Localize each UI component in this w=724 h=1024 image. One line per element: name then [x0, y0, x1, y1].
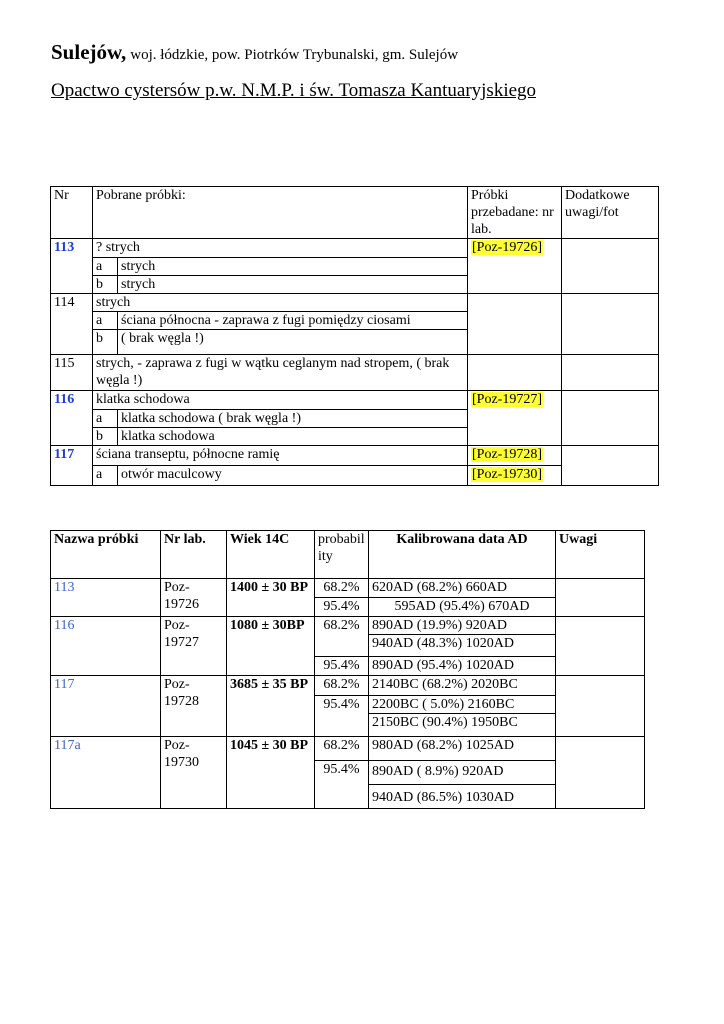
- table-row: [51, 446, 659, 466]
- age-14c: 3685 ± 35 BP: [227, 676, 315, 737]
- sample-nr: 116: [51, 391, 93, 446]
- calibrated-date: 890AD (95.4%) 1020AD: [369, 657, 556, 676]
- probability: 95.4%: [315, 657, 369, 676]
- sub-desc: ( brak węgla !): [118, 330, 468, 355]
- probability: 95.4%: [315, 598, 369, 617]
- sub-label: b: [93, 330, 118, 355]
- header-nr: Nr: [51, 187, 93, 239]
- header-probki: Próbki przebadane: nr lab.: [468, 187, 562, 239]
- lab-number: [Poz-19726]: [472, 240, 543, 255]
- header-probability: probability: [315, 531, 369, 579]
- header-wiek: Wiek 14C: [227, 531, 315, 579]
- lab-cell: [468, 391, 562, 446]
- calibrated-date: 890AD (19.9%) 920AD: [369, 617, 555, 635]
- dates-table: [50, 530, 645, 809]
- table-header-row: [51, 187, 659, 239]
- table-row: [51, 294, 659, 312]
- calibrated-date: 980AD (68.2%) 1025AD: [369, 737, 556, 761]
- table-row: [51, 579, 645, 598]
- table-row: [51, 676, 645, 696]
- calibrated-date: 890AD ( 8.9%) 920AD: [369, 761, 555, 785]
- lab-cell: [468, 294, 562, 355]
- header-uwagi: Uwagi: [556, 531, 645, 579]
- lab-cell: [468, 446, 562, 466]
- probability: 68.2%: [315, 737, 369, 761]
- sub-desc: klatka schodowa: [118, 428, 468, 446]
- sample-nr: 117: [51, 446, 93, 486]
- table-row: [51, 617, 645, 657]
- calibrated-date: 2150BC (90.4%) 1950BC: [372, 715, 518, 730]
- calibrated-date: 2140BC (68.2%) 2020BC: [369, 676, 556, 696]
- lab-number: Poz-19728: [161, 676, 227, 737]
- sample-name: 117a: [51, 737, 161, 809]
- table-header-row: [51, 531, 645, 579]
- lab-number: [Poz-19730]: [472, 467, 543, 482]
- notes-cell: [562, 355, 659, 391]
- lab-cell: [468, 466, 562, 486]
- sub-desc: klatka schodowa ( brak węgla !): [118, 410, 468, 428]
- sub-label: b: [93, 276, 118, 294]
- site-name: Sulejów,: [51, 40, 127, 64]
- sub-label: b: [93, 428, 118, 446]
- table-row: [51, 391, 659, 410]
- header-kalibrowana: Kalibrowana data AD: [369, 531, 556, 579]
- notes-cell: [562, 294, 659, 355]
- site-location: woj. łódzkie, pow. Piotrków Trybunalski, gm. Sulejów: [130, 47, 459, 63]
- lab-cell: [468, 239, 562, 294]
- sample-desc: klatka schodowa: [93, 391, 468, 410]
- sub-label: a: [93, 258, 118, 276]
- sub-desc: otwór maculcowy: [118, 466, 468, 486]
- probability: 68.2%: [315, 676, 369, 696]
- sample-desc: strych: [93, 294, 468, 312]
- table-row: [51, 239, 659, 258]
- lab-number: [Poz-19727]: [472, 392, 543, 407]
- sample-name: 113: [51, 579, 161, 617]
- sub-desc: strych: [118, 258, 468, 276]
- sub-label: a: [93, 312, 118, 330]
- probability: 95.4%: [315, 696, 369, 737]
- notes-cell: [556, 579, 645, 617]
- sample-desc: ściana transeptu, północne ramię: [93, 446, 468, 466]
- header-pobrane: Pobrane próbki:: [93, 187, 468, 239]
- age-14c: 1400 ± 30 BP: [227, 579, 315, 617]
- header-nazwa: Nazwa próbki: [51, 531, 161, 579]
- calibrated-date: 940AD (48.3%) 1020AD: [372, 636, 514, 651]
- header-dodatkowe: Dodatkowe uwagi/fot: [562, 187, 659, 239]
- notes-cell: [556, 676, 645, 737]
- lab-number: Poz-19726: [161, 579, 227, 617]
- sample-nr: 113: [51, 239, 93, 294]
- calibrated-date-cell: [369, 696, 556, 737]
- sample-nr: 114: [51, 294, 93, 355]
- probability: 68.2%: [315, 579, 369, 598]
- sample-name: 117: [51, 676, 161, 737]
- sample-nr: 115: [51, 355, 93, 391]
- sample-desc: ? strych: [93, 239, 468, 258]
- sub-label: a: [93, 466, 118, 486]
- table-row: [51, 737, 645, 761]
- probability: 68.2%: [315, 617, 369, 657]
- lab-number: Poz-19730: [161, 737, 227, 809]
- title-line: [51, 40, 458, 65]
- calibrated-date-cell: [369, 617, 556, 657]
- notes-cell: [556, 617, 645, 676]
- age-14c: 1045 ± 30 BP: [227, 737, 315, 809]
- sample-name: 116: [51, 617, 161, 676]
- sub-desc: ściana północna - zaprawa z fugi pomiędzy ciosami: [118, 312, 468, 330]
- page-subtitle: Opactwo cystersów p.w. N.M.P. i św. Tomasza Kantuaryjskiego: [51, 80, 537, 101]
- sub-label: a: [93, 410, 118, 428]
- lab-number: Poz-19727: [161, 617, 227, 676]
- calibrated-date-cell: [369, 761, 556, 809]
- samples-table: [50, 186, 659, 486]
- notes-cell: [562, 446, 659, 486]
- calibrated-date: 620AD (68.2%) 660AD: [369, 579, 556, 598]
- notes-cell: [556, 737, 645, 809]
- calibrated-date: 940AD (86.5%) 1030AD: [372, 790, 514, 805]
- lab-number: [Poz-19728]: [472, 447, 543, 462]
- sample-desc: strych, - zaprawa z fugi w wątku ceglanym nad stropem, ( brak węgla !): [93, 355, 468, 391]
- table-row: [51, 355, 659, 391]
- calibrated-date: 2200BC ( 5.0%) 2160BC: [369, 696, 555, 714]
- calibrated-date: 595AD (95.4%) 670AD: [369, 598, 556, 617]
- probability: 95.4%: [315, 761, 369, 809]
- notes-cell: [562, 239, 659, 294]
- header-nrlab: Nr lab.: [161, 531, 227, 579]
- lab-cell: [468, 355, 562, 391]
- sub-desc: strych: [118, 276, 468, 294]
- notes-cell: [562, 391, 659, 446]
- age-14c: 1080 ± 30BP: [227, 617, 315, 676]
